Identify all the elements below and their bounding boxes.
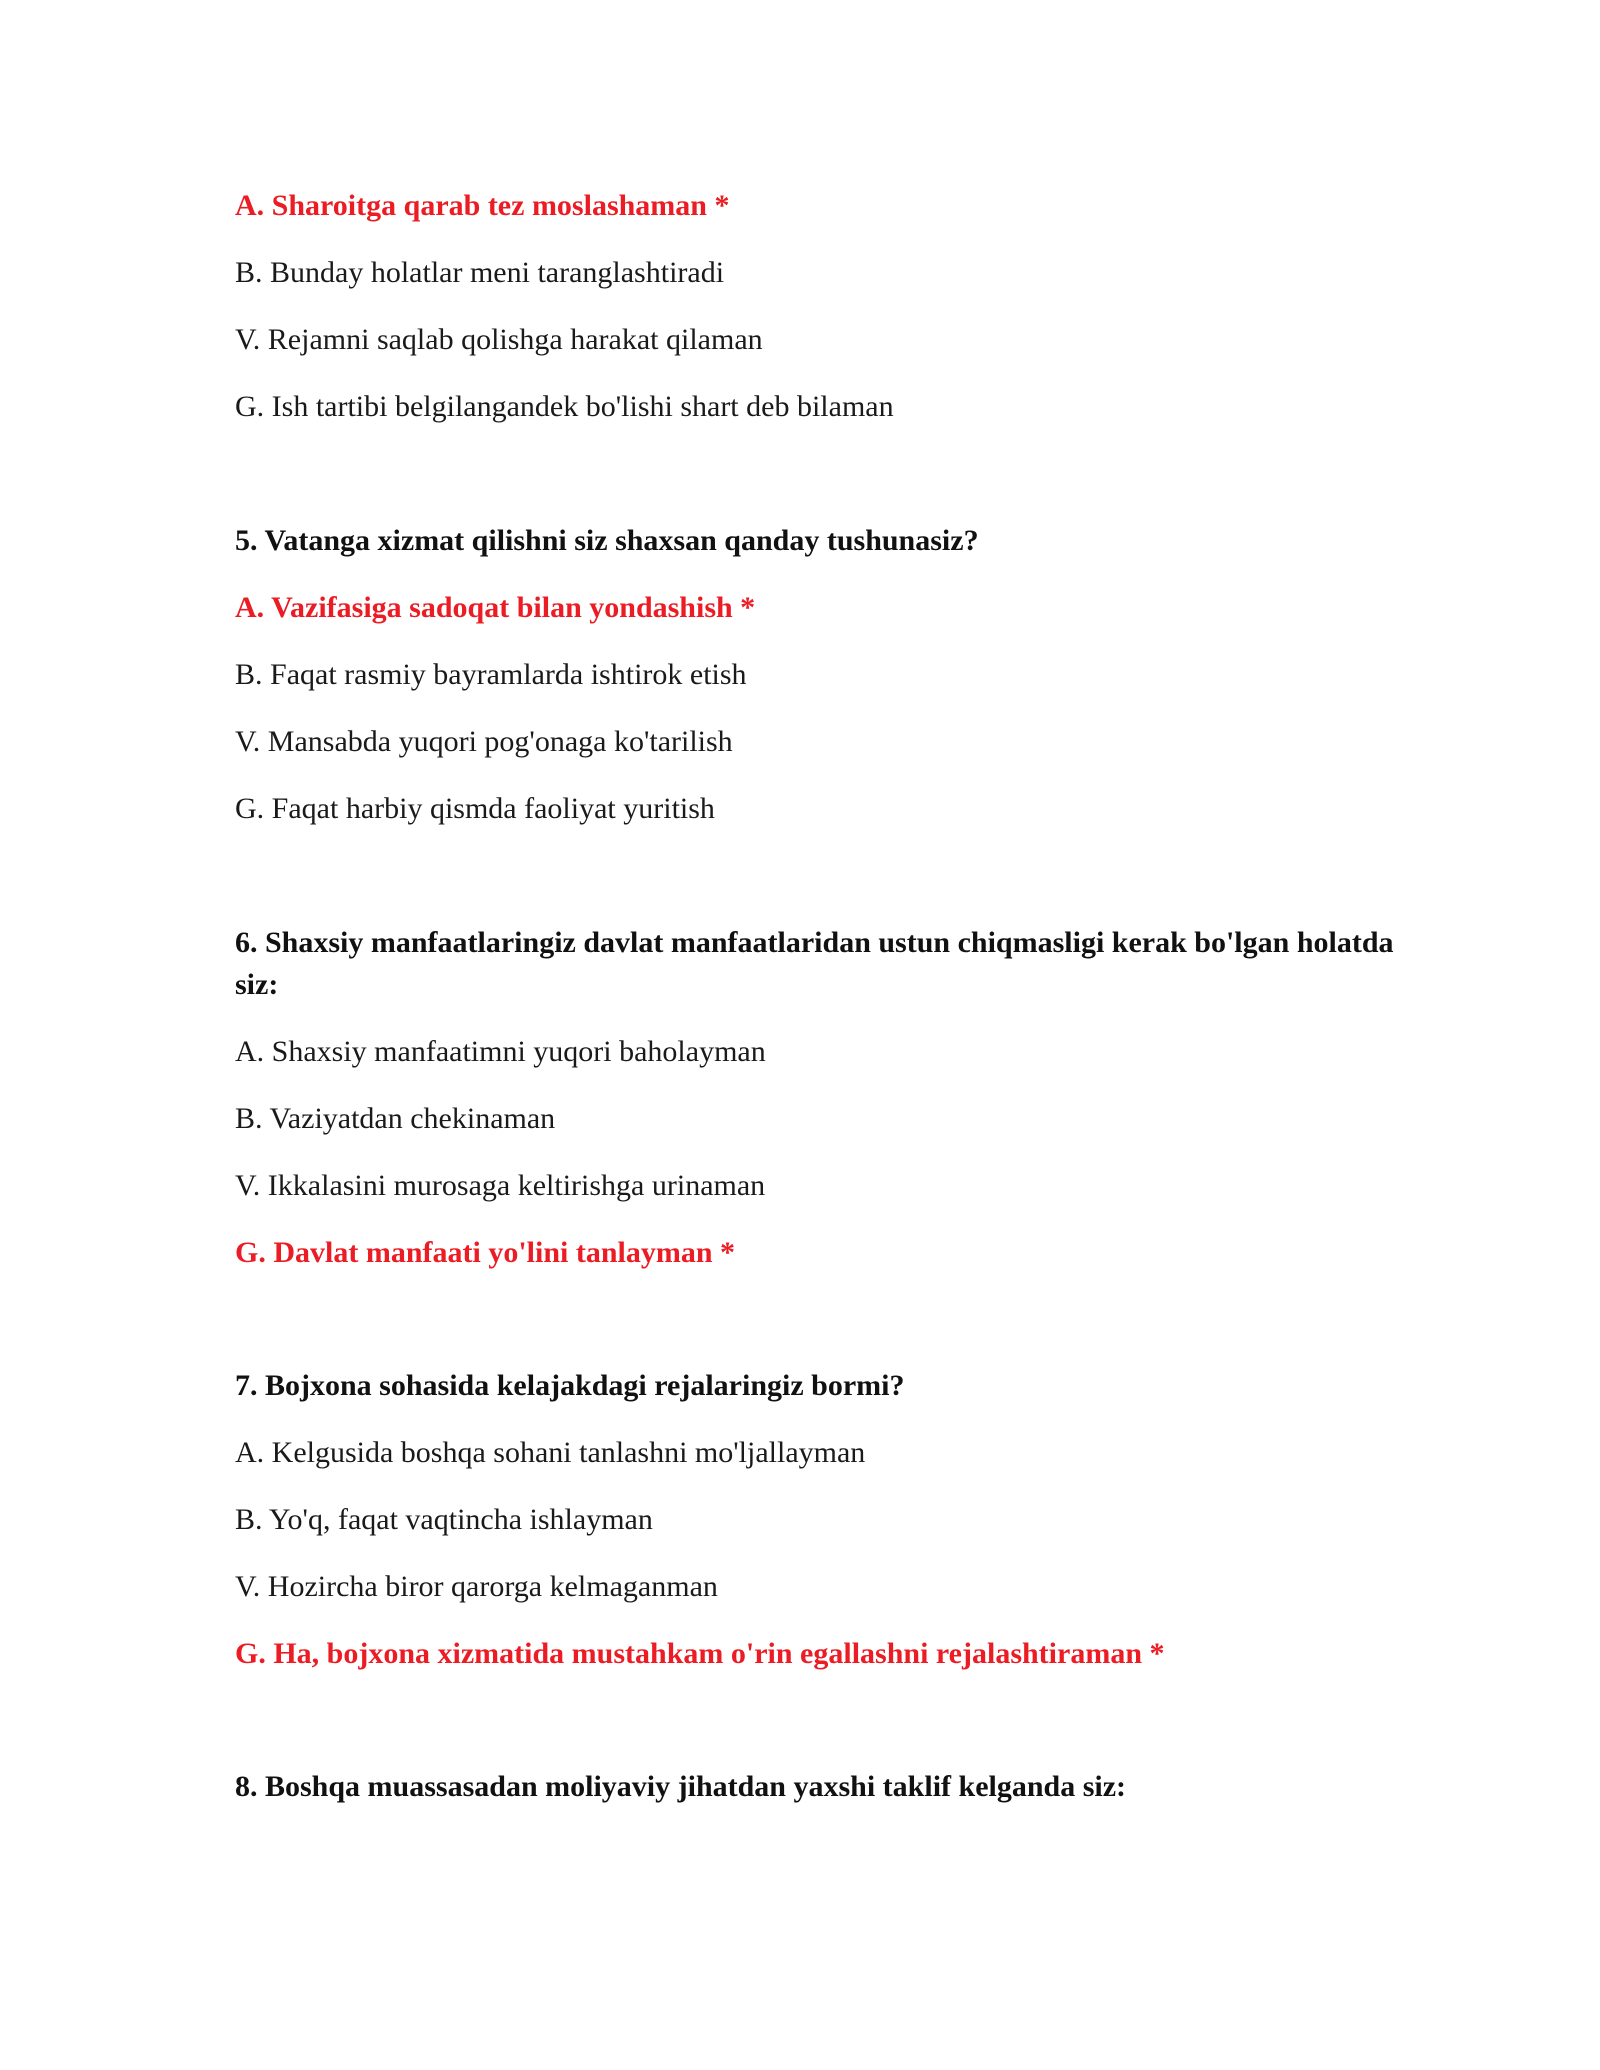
q7-option-g: G. Ha, bojxona xizmatida mustahkam o'rin egallashni rejalashtiraman *	[235, 1637, 1165, 1670]
q5-option-v: V. Mansabda yuqori pog'onaga ko'tarilish	[235, 725, 733, 758]
q6-option-b: B. Vaziyatdan chekinaman	[235, 1102, 556, 1135]
q5-option-b: B. Faqat rasmiy bayramlarda ishtirok etish	[235, 658, 747, 691]
q4-option-a: A. Sharoitga qarab tez moslashaman *	[235, 189, 730, 222]
q7-option-b: B. Yo'q, faqat vaqtincha ishlayman	[235, 1503, 653, 1536]
q8-title: 8. Boshqa muassasadan moliyaviy jihatdan yaxshi taklif kelganda siz:	[235, 1770, 1127, 1803]
q4-option-v: V. Rejamni saqlab qolishga harakat qilaman	[235, 323, 763, 356]
q6-option-g: G. Davlat manfaati yo'lini tanlayman *	[235, 1236, 736, 1269]
q5-title: 5. Vatanga xizmat qilishni siz shaxsan qanday tushunasiz?	[235, 524, 979, 557]
q7-option-v: V. Hozircha biror qarorga kelmaganman	[235, 1570, 718, 1603]
q6-option-v: V. Ikkalasini murosaga keltirishga urinaman	[235, 1169, 766, 1202]
q6-title: 6. Shaxsiy manfaatlaringiz davlat manfaatlaridan ustun chiqmasligi kerak bo'lgan holatda siz:	[235, 926, 1394, 1001]
q6-option-a: A. Shaxsiy manfaatimni yuqori baholayman	[235, 1035, 766, 1068]
q7-title: 7. Bojxona sohasida kelajakdagi rejalaringiz bormi?	[235, 1369, 905, 1402]
q4-option-b: B. Bunday holatlar meni taranglashtiradi	[235, 256, 725, 289]
q5-option-g: G. Faqat harbiy qismda faoliyat yuritish	[235, 792, 715, 825]
q7-option-a: A. Kelgusida boshqa sohani tanlashni mo'ljallayman	[235, 1436, 866, 1469]
q4-option-g: G. Ish tartibi belgilangandek bo'lishi shart deb bilaman	[235, 390, 894, 423]
q5-option-a: A. Vazifasiga sadoqat bilan yondashish *	[235, 591, 756, 624]
